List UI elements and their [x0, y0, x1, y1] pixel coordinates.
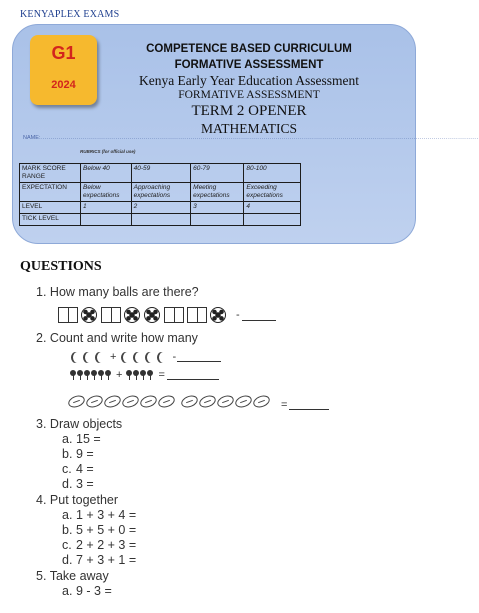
badge-year: 2024	[51, 79, 76, 91]
question-1	[36, 285, 199, 299]
question-text: How many balls are there?	[49, 285, 199, 299]
item-label: a.	[62, 508, 73, 522]
rugby-ball-icon	[85, 393, 105, 409]
rugby-ball-icon	[67, 393, 87, 409]
question-2	[36, 331, 198, 345]
rubric-cell: Below 40	[81, 164, 132, 183]
rubric-row-expectation	[20, 183, 301, 202]
q3-item-d[interactable]	[62, 477, 94, 491]
q2-row-rugby-balls	[68, 392, 329, 410]
name-line[interactable]	[23, 135, 479, 141]
book-icon	[187, 307, 207, 323]
tick-cell[interactable]	[191, 214, 244, 226]
tree-icon	[147, 370, 153, 380]
soccer-ball-icon	[144, 307, 160, 323]
header-line-3: Kenya Early Year Education Assessment	[138, 73, 360, 88]
rugby-ball-icon	[121, 393, 141, 409]
item-label: c.	[62, 462, 72, 476]
tree-icon	[126, 370, 132, 380]
answer-blank[interactable]	[167, 370, 219, 380]
q3-item-b[interactable]	[62, 447, 94, 461]
moon-icon	[97, 352, 106, 363]
rubric-cell: Approaching expectations	[131, 183, 191, 202]
rubric-row-level	[20, 202, 301, 214]
equals-sign: =	[158, 369, 165, 381]
question-text: Take away	[49, 569, 109, 583]
tree-icon	[91, 370, 97, 380]
plus-sign: +	[110, 351, 117, 363]
question-number: 1.	[36, 285, 47, 299]
answer-blank[interactable]	[177, 352, 221, 362]
name-dots: ........................................................................................................................................................................................................................	[40, 135, 479, 141]
moon-icon	[159, 352, 168, 363]
rubric-cell: Below expectations	[81, 183, 132, 202]
moon-icon	[73, 352, 82, 363]
item-label: d.	[62, 477, 73, 491]
header-line-4: FORMATIVE ASSESSMENT	[178, 89, 320, 101]
item-text: 1 + 3 + 4 =	[76, 508, 137, 522]
question-number: 2.	[36, 331, 47, 345]
equals-sign: -	[236, 309, 240, 321]
moon-icon	[147, 352, 156, 363]
grade-badge	[30, 35, 97, 105]
q1-objects-row	[58, 304, 276, 326]
item-text: 9 =	[76, 447, 94, 461]
book-icon	[101, 307, 121, 323]
header-line-2: FORMATIVE ASSESSMENT	[174, 59, 324, 71]
q4-item-c[interactable]	[62, 538, 136, 552]
book-icon	[58, 307, 78, 323]
rubric-cell: 80-100	[244, 164, 301, 183]
q4-item-b[interactable]	[62, 523, 136, 537]
item-label: a.	[62, 432, 73, 446]
header-line-5: TERM 2 OPENER	[191, 103, 307, 119]
rugby-ball-icon	[252, 393, 272, 409]
item-text: 7 + 3 + 1 =	[76, 553, 137, 567]
question-text: Draw objects	[49, 417, 123, 431]
book-icon	[164, 307, 184, 323]
rubric-cell: 1	[81, 202, 132, 214]
question-number: 3.	[36, 417, 47, 431]
item-label: b.	[62, 447, 73, 461]
minus-sign: -	[172, 351, 177, 363]
answer-blank[interactable]	[242, 310, 276, 321]
rugby-ball-icon	[180, 393, 200, 409]
item-label: c.	[62, 538, 72, 552]
question-number: 5.	[36, 569, 47, 583]
exam-brand: KENYAPLEX EXAMS	[20, 9, 120, 20]
rubric-row-tick	[20, 214, 301, 226]
rubric-row-range	[20, 164, 301, 183]
tree-icon	[84, 370, 90, 380]
q3-item-c[interactable]	[62, 462, 94, 476]
soccer-ball-icon	[210, 307, 226, 323]
tree-icon	[77, 370, 83, 380]
tree-icon	[140, 370, 146, 380]
item-text: 5 + 5 + 0 =	[76, 523, 137, 537]
answer-blank[interactable]	[289, 393, 329, 410]
item-text: 15 =	[76, 432, 101, 446]
tree-icon	[70, 370, 76, 380]
soccer-ball-icon	[81, 307, 97, 323]
question-number: 4.	[36, 493, 47, 507]
item-text: 2 + 2 + 3 =	[76, 538, 137, 552]
question-text: Count and write how many	[49, 331, 198, 345]
plus-sign: +	[116, 369, 123, 381]
q5-item-a[interactable]	[62, 584, 112, 598]
item-text: 9 - 3 =	[76, 584, 112, 598]
question-3	[36, 417, 122, 431]
question-text: Put together	[49, 493, 119, 507]
moon-icon	[85, 352, 94, 363]
tick-cell[interactable]	[131, 214, 191, 226]
header-line-6: MATHEMATICS	[200, 121, 297, 136]
header-card	[12, 24, 479, 244]
header-line-1: COMPETENCE BASED CURRICULUM	[146, 43, 352, 55]
question-5	[36, 569, 109, 583]
tree-icon	[98, 370, 104, 380]
item-label: d.	[62, 553, 73, 567]
rubric-cell: Meeting expectations	[191, 183, 244, 202]
rubric-row-label: MARK SCORE RANGE	[20, 164, 81, 183]
question-4	[36, 493, 118, 507]
equals-sign: =	[281, 399, 288, 411]
q2-row-trees	[70, 368, 219, 382]
rubric-cell: 40-59	[131, 164, 191, 183]
item-label: b.	[62, 523, 73, 537]
rubric-row-label: LEVEL	[20, 202, 81, 214]
rugby-ball-icon	[103, 393, 123, 409]
badge-grade: G1	[51, 43, 76, 63]
rugby-ball-icon	[234, 393, 254, 409]
name-label: NAME:	[23, 135, 41, 141]
moon-icon	[123, 352, 132, 363]
q4-item-a[interactable]	[62, 508, 136, 522]
rugby-ball-icon	[216, 393, 236, 409]
rubric-cell: Exceeding expectations	[244, 183, 301, 202]
soccer-ball-icon	[124, 307, 140, 323]
moon-icon	[135, 352, 144, 363]
rugby-ball-icon	[139, 393, 159, 409]
tree-icon	[133, 370, 139, 380]
rugby-ball-icon	[198, 393, 218, 409]
rubric-cell: 60-79	[191, 164, 244, 183]
rubric-cell: 4	[244, 202, 301, 214]
tree-icon	[105, 370, 111, 380]
rubric-row-label: TICK LEVEL	[20, 214, 81, 226]
rubric-cell: 3	[191, 202, 244, 214]
q3-item-a[interactable]	[62, 432, 101, 446]
tick-cell[interactable]	[81, 214, 132, 226]
item-text: 3 =	[76, 477, 94, 491]
rubric-table	[19, 163, 301, 226]
rugby-ball-icon	[157, 393, 177, 409]
q2-row-moons	[70, 350, 221, 364]
questions-heading: QUESTIONS	[20, 259, 102, 274]
rubric-cell: 2	[131, 202, 191, 214]
item-text: 4 =	[76, 462, 94, 476]
q4-item-d[interactable]	[62, 553, 136, 567]
rubric-row-label: EXPECTATION	[20, 183, 81, 202]
rubrics-label: RUBRICS (for official use)	[80, 149, 136, 154]
tick-cell[interactable]	[244, 214, 301, 226]
item-label: a.	[62, 584, 73, 598]
